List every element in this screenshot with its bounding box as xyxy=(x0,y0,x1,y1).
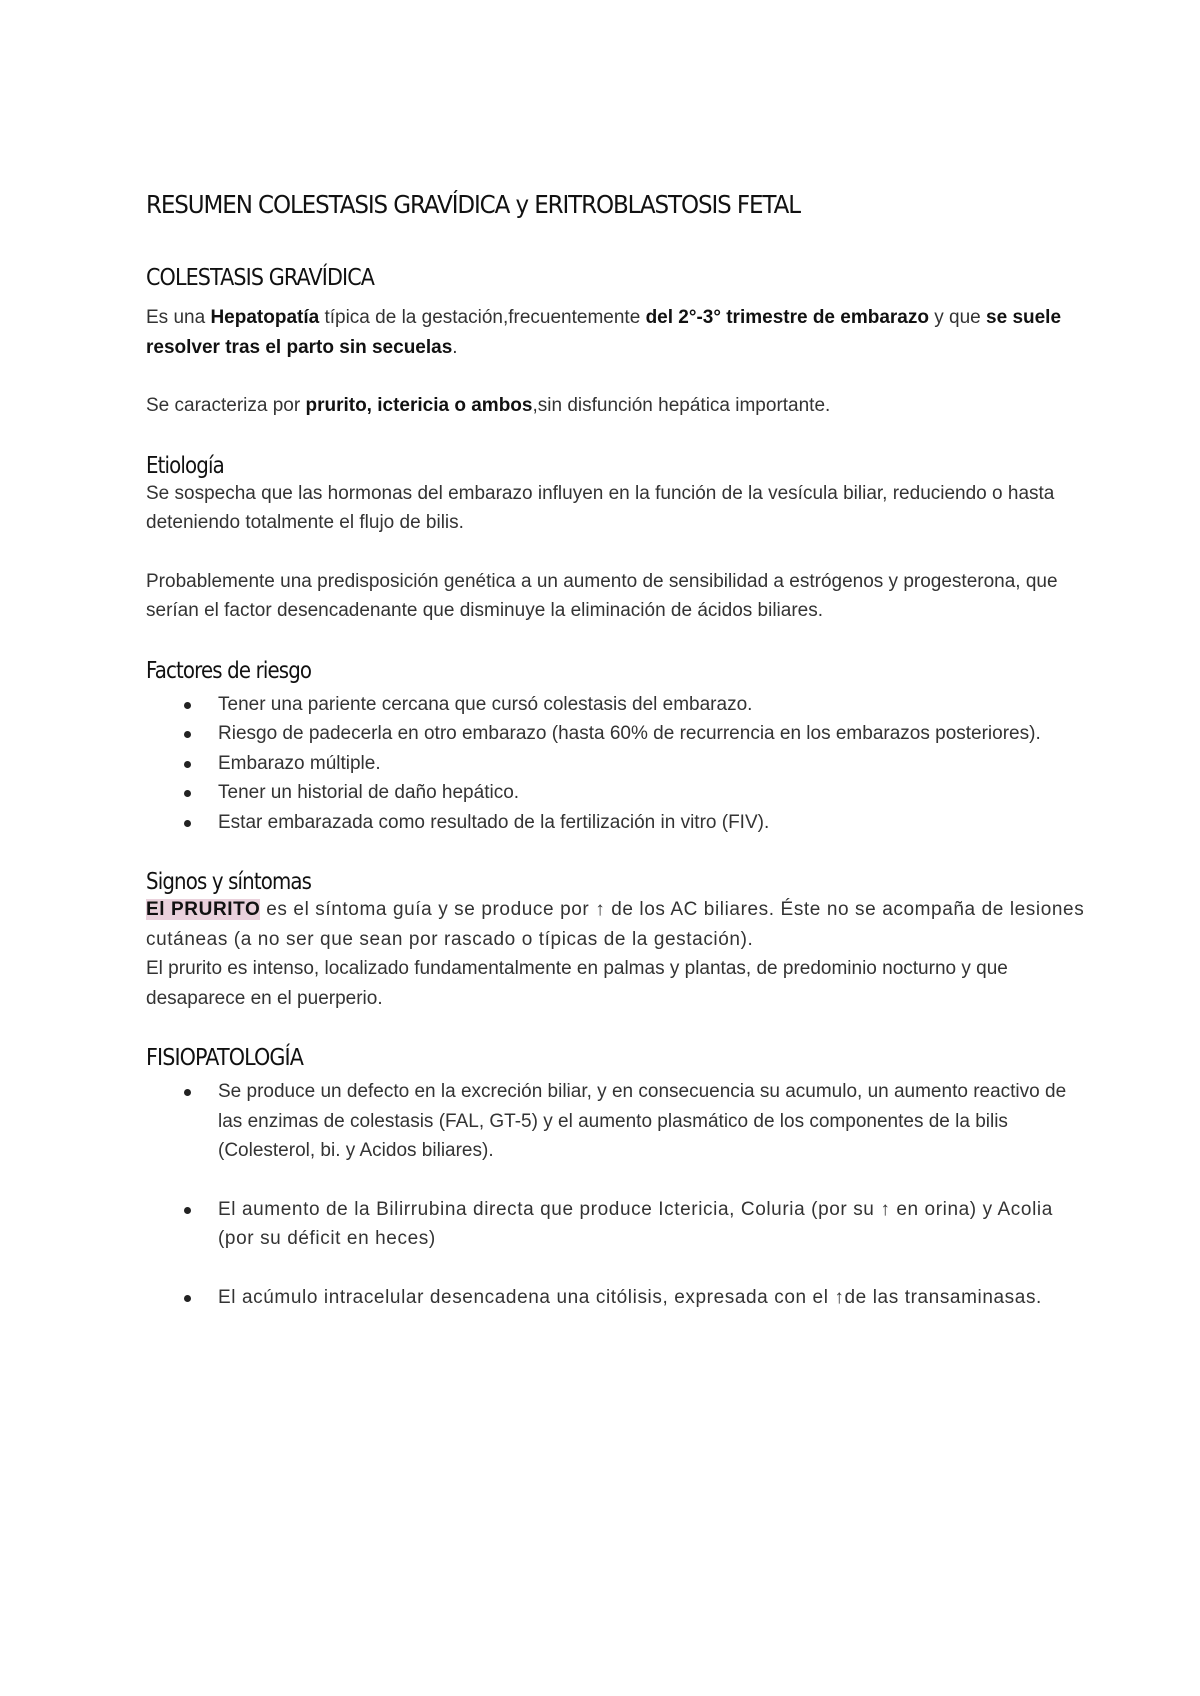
heading-colestasis-gravidica: COLESTASIS GRAVÍDICA xyxy=(146,265,375,291)
intro-bold-2: del 2°-3° trimestre de embarazo xyxy=(645,307,929,328)
caracteriza-text-2: ,sin disfunción hepática importante. xyxy=(532,395,831,416)
fisiopatologia-list xyxy=(146,1077,1086,1166)
prurito-highlight: El PRURITO xyxy=(146,899,261,920)
intro-text-4: . xyxy=(452,336,458,358)
caracteriza-text-1: Se caracteriza por xyxy=(146,395,306,416)
list-item: Embarazo múltiple. xyxy=(218,749,1086,779)
signos-paragraph-1 xyxy=(146,895,1086,954)
list-item: Riesgo de padecerla en otro embarazo (hasta 60% de recurrencia en los embarazos posteriores). xyxy=(218,719,1086,749)
heading-signos-sintomas: Signos y síntomas xyxy=(146,869,312,895)
list-item: Tener una pariente cercana que cursó colestasis del embarazo. xyxy=(218,690,1086,720)
signos-paragraph-2: El prurito es intenso, localizado fundamentalmente en palmas y plantas, de predominio nocturno y que desaparece en el puerperio. xyxy=(146,958,1008,1009)
intro-paragraph xyxy=(146,303,1086,362)
etiologia-paragraph-1: Se sospecha que las hormonas del embarazo influyen en la función de la vesícula biliar, reduciendo o hasta deteniendo totalmente el flujo de bilis. xyxy=(146,482,1055,533)
intro-bold-3: se suele resolver tras el parto sin secuelas xyxy=(146,307,1062,358)
fisiopatologia-list xyxy=(146,1283,1086,1313)
fisiopatologia-list xyxy=(146,1195,1086,1254)
caracteriza-bold: prurito, ictericia o ambos xyxy=(305,395,533,416)
etiologia-paragraph-2: Probablemente una predisposición genética a un aumento de sensibilidad a estrógenos y progesterona, que serían el factor desencadenante que disminuye la eliminación de ácidos biliares. xyxy=(146,570,1058,621)
heading-factores-riesgo: Factores de riesgo xyxy=(146,657,312,684)
intro-text-2: típica de la gestación,frecuentemente xyxy=(319,307,646,328)
heading-etiologia: Etiología xyxy=(146,452,224,479)
intro-text-1: Es una xyxy=(146,307,211,328)
document-page xyxy=(146,180,1086,1312)
factores-list xyxy=(146,690,1086,838)
signos-text: es el síntoma guía y se produce por ↑ de los AC biliares. Éste no se acompaña de lesiones cutáneas (a no ser que sean por rascado o típicas de la gestación). xyxy=(146,899,1085,950)
list-item: Estar embarazada como resultado de la fertilización in vitro (FIV). xyxy=(218,808,1086,838)
list-item: Se produce un defecto en la excreción biliar, y en consecuencia su acumulo, un aumento reactivo de las enzimas de colestasis (FAL, GT-5) y el aumento plasmático de los componentes de la bilis (Colesterol, bi. y Acidos biliares). xyxy=(218,1077,1086,1166)
heading-fisiopatologia: FISIOPATOLOGÍA xyxy=(146,1045,303,1071)
intro-bold-1: Hepatopatía xyxy=(210,307,320,328)
list-item: El aumento de la Bilirrubina directa que produce Ictericia, Coluria (por su ↑ en orina) y Acolia (por su déficit en heces) xyxy=(218,1195,1086,1254)
caracteriza-paragraph xyxy=(146,391,1086,421)
list-item: Tener un historial de daño hepático. xyxy=(218,778,1086,808)
intro-text-3: y que xyxy=(928,307,987,328)
list-item: El acúmulo intracelular desencadena una citólisis, expresada con el ↑de las transaminasas. xyxy=(218,1283,1086,1313)
document-title: RESUMEN COLESTASIS GRAVÍDICA y ERITROBLASTOSIS FETAL xyxy=(146,190,800,219)
